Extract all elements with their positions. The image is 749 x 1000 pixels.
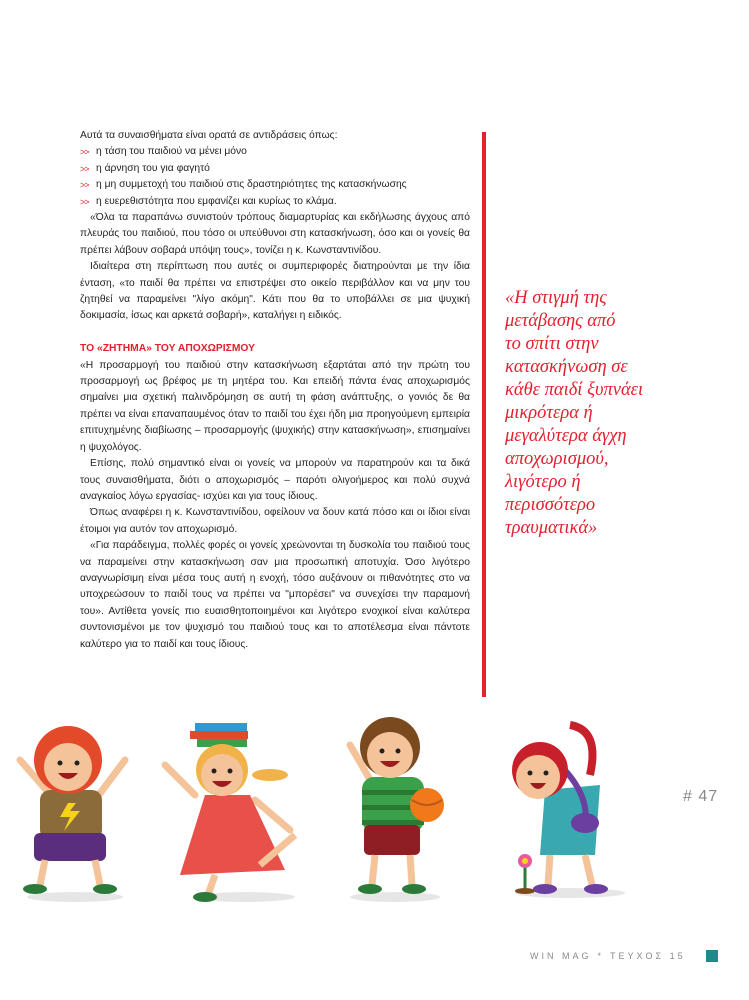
pull-quote-line: κατασκήνωση σε [505, 357, 628, 377]
pull-quote-line: μικρότερα ή [505, 403, 593, 423]
pull-quote-line: «Η στιγμή της [505, 288, 607, 308]
bullet-arrow: >> [80, 147, 89, 158]
children-illustration [0, 705, 749, 905]
footer [530, 951, 686, 961]
pull-quote-line: αποχωρισμού, [505, 449, 609, 469]
bullet-text: η μη συμμετοχή του παιδιού στις δραστηριότητες της κατασκήνωσης [96, 179, 407, 191]
bullet-item [80, 144, 470, 160]
pull-quote [505, 287, 645, 540]
bullet-text: η ευερεθιστότητα που εμφανίζει και κυρίως το κλάμα. [96, 195, 337, 207]
kid-girl-flower [512, 725, 608, 894]
pull-quote-line: κάθε παιδί ξυπνάει [505, 380, 644, 400]
article-column [80, 128, 470, 653]
bullet-text: η τάση του παιδιού να μένει μόνο [96, 146, 247, 158]
pull-quote-line: περισσότερο [505, 495, 596, 515]
paragraph: «Όλα τα παραπάνω συνιστούν τρόπους διαμαρτυρίας και εκδήλωσης άγχους από πλευράς του παιδιού, που τόσο οι υπεύθυνοι στη κατασκήνωση, όσο και οι γονείς θα πρέπει λάβουν σοβαρά υπόψη τους», τονίζει η κ. Κωνσταντινίδου. [80, 212, 470, 256]
footer-issue: ΤΕΥΧΟΣ 15 [610, 951, 686, 961]
intro-text: Αυτά τα συναισθήματα είναι ορατά σε αντιδράσεις όπως: [80, 130, 338, 141]
page-number: # 47 [683, 788, 719, 805]
pull-quote-line: μετάβασης από [505, 311, 616, 331]
footer-separator: * [597, 951, 605, 961]
pull-quote-line: το σπίτι στην [505, 334, 599, 354]
paragraph: «Η προσαρμογή του παιδιού στην κατασκήνωση εξαρτάται από την πρώτη του προσαρμογή ως βρέφος με τη μητέρα του. Και επειδή πάντα ένας αποχωρισμός σημαίνει μια σχετική παλινδρόμηση σε αυτή τη φάση ανάπτυξης, ο γονιός δε θα πρέπει να είναι επαναπαυμένος όταν το παιδί του έχει ήδη μια προηγούμενη εμπειρία επιτυχημένης διαβίωσης – προσαρμογής (ψυχικής) στην κατασκήνωση», επισημαίνει η ψυχολόγος. [80, 359, 470, 453]
pull-quote-line: λιγότερο ή [505, 472, 581, 492]
footer-square-icon [706, 950, 718, 962]
footer-magazine: WIN MAG [530, 951, 592, 961]
paragraph: «Για παράδειγμα, πολλές φορές οι γονείς χρεώνονται τη δυσκολία του παιδιού τους να παραμείνει στην κατασκήνωση σαν μια προσωπική αποτυχία. Όσο λιγότερο αναγνωρίσιμη είναι μέσα τους αυτή η ενοχή, τόσο αυξάνουν οι πιθανότητες στο να υποχρεώσουν το παιδί τους να πρέπει να "μπορέσει" να συνεχίσει την παραμονή του». Αντίθετα γονείς πιο ευαισθητοποιημένοι και λιγότερο ενοχικοί είναι καλύτερα συντονισμένοι με τον ψυχισμό του παιδιού τους και το αποτέλεσμα είναι πάντοτε καλύτερο για το παιδί και τους ίδιους. [80, 540, 470, 650]
bullet-arrow: >> [80, 163, 89, 174]
bullet-item [80, 194, 470, 210]
pull-quote-line: μεγαλύτερα άγχη [505, 426, 627, 446]
kid-girl-books [165, 723, 295, 902]
bullet-item [80, 177, 470, 193]
bullet-arrow: >> [80, 180, 89, 191]
kid-redhead [20, 726, 125, 894]
pull-quote-line: τραυματικά» [505, 518, 598, 538]
section-heading: ΤΟ «ΖΗΤΗΜΑ» ΤΟΥ ΑΠΟΧΩΡΙΣΜΟΥ [80, 343, 256, 355]
bullet-item [80, 161, 470, 177]
paragraph: Ιδιαίτερα στη περίπτωση που αυτές οι συμπεριφορές διατηρούνται με την ίδια ένταση, «το παιδί θα πρέπει να επιστρέψει στο οικείο περιβάλλον και να μην του ζητηθεί να παραμείνει "λίγο ακόμη". Κάτι που θα το υποβάλλει σε μια ψυχική δοκιμασία, ίσως και αρκετά σοβαρή», καταλήγει η ειδικός. [80, 261, 470, 322]
kid-boy-ball [350, 717, 444, 894]
paragraph: Όπως αναφέρει η κ. Κωνσταντινίδου, οφείλουν να δουν κατά πόσο και οι ίδιοι είναι έτοιμοι για αυτόν τον αποχωρισμό. [80, 507, 470, 535]
bullet-text: η άρνηση του για φαγητό [96, 162, 210, 174]
quote-divider-bar [482, 132, 486, 697]
paragraph: Επίσης, πολύ σημαντικό είναι οι γονείς να μπορούν να παρατηρούν και τα δικά τους συναισθήματα, διότι ο αποχωρισμός – παρότι ολιγοήμερος και πολύ συχνά αναγκαίος λόγω εργασίας- ισχύει και για τους ίδιους. [80, 458, 470, 502]
bullet-arrow: >> [80, 196, 89, 207]
